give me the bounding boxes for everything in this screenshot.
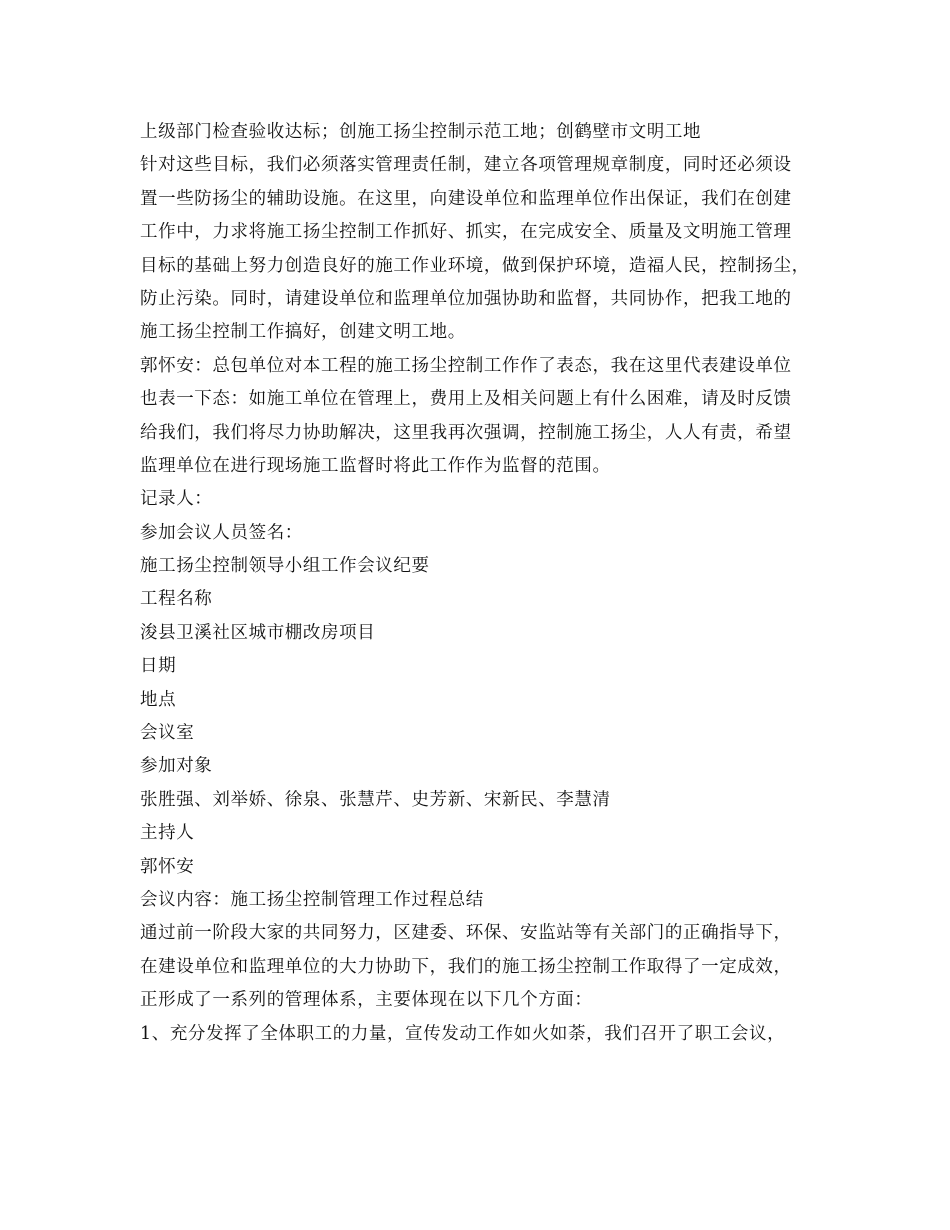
recorder-label: 记录人： (140, 489, 213, 510)
text-line: 通过前一阶段大家的共同努力，区建委、环保、安监站等有关部门的正确指导下， (140, 923, 792, 944)
attendees-value: 张胜强、刘举娇、徐泉、张慧芹、史芳新、宋新民、李慧清 (140, 789, 611, 810)
project-name-value: 浚县卫溪社区城市棚改房项目 (140, 622, 376, 643)
text-line: 1、充分发挥了全体职工的力量，宣传发动工作如火如荼，我们召开了职工会议， (140, 1023, 786, 1044)
text-line: 正形成了一系列的管理体系，主要体现在以下几个方面： (140, 990, 593, 1011)
project-name-label: 工程名称 (140, 589, 213, 610)
text-line: 防止污染。同时，请建设单位和监理单位加强协助和监督，共同协作，把我工地的 (140, 288, 792, 309)
host-label: 主持人 (140, 823, 195, 844)
text-line: 工作中，力求将施工扬尘控制工作抓好、抓实，在完成安全、质量及文明施工管理 (140, 222, 792, 243)
text-line: 在建设单位和监理单位的大力协助下，我们的施工扬尘控制工作取得了一定成效， (140, 956, 792, 977)
text-line: 给我们，我们将尽力协助解决，这里我再次强调，控制施工扬尘，人人有责，希望 (140, 422, 792, 443)
location-label: 地点 (140, 689, 177, 710)
text-line: 施工扬尘控制工作搞好，创建文明工地。 (140, 322, 466, 343)
meeting-minutes-title: 施工扬尘控制领导小组工作会议纪要 (140, 556, 430, 577)
location-value: 会议室 (140, 723, 195, 744)
meeting-content-heading: 会议内容：施工扬尘控制管理工作过程总结 (140, 889, 484, 910)
date-label: 日期 (140, 656, 177, 677)
text-line: 针对这些目标，我们必须落实管理责任制，建立各项管理规章制度，同时还必须设 (140, 155, 792, 176)
text-line: 监理单位在进行现场施工监督时将此工作作为监督的范围。 (140, 455, 611, 476)
text-line: 也表一下态：如施工单位在管理上，费用上及相关问题上有什么困难，请及时反馈 (140, 389, 792, 410)
text-line: 郭怀安：总包单位对本工程的施工扬尘控制工作作了表态，我在这里代表建设单位 (140, 355, 792, 376)
attendees-label: 参加对象 (140, 756, 213, 777)
text-line: 上级部门检查验收达标；创施工扬尘控制示范工地；创鹤壁市文明工地 (140, 122, 702, 142)
text-line: 置一些防扬尘的辅助设施。在这里，向建设单位和监理单位作出保证，我们在创建 (140, 188, 792, 209)
host-value: 郭怀安 (140, 856, 195, 877)
document-body (140, 116, 830, 1051)
attendee-signature-label: 参加会议人员签名： (140, 522, 303, 543)
text-line: 目标的基础上努力创造良好的施工作业环境，做到保护环境，造福人民，控制扬尘， (140, 255, 810, 276)
